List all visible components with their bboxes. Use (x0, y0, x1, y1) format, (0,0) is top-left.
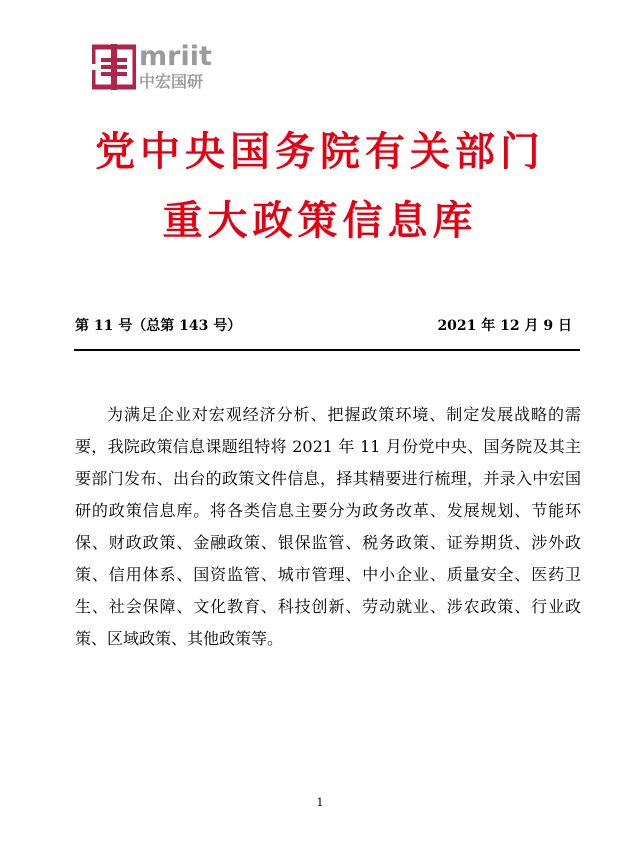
document-title-line-2: 重大政策信息库 (162, 197, 478, 244)
logo-text-cn: 中宏国研 (139, 72, 204, 91)
mriit-logo-mark-icon (92, 44, 136, 90)
header-divider (74, 349, 580, 351)
issue-date: 2021 年 12 月 9 日 (437, 318, 572, 334)
intro-paragraph: 为满足企业对宏观经济分析、把握政策环境、制定发展战略的需要，我院政策信息课题组特将 2021 年 11 月份党中央、国务院及其主要部门发布、出台的政策文件信息，择其精要进行梳理，并录入中宏国研的政策信息库。将各类信息主要分为政务改革、发展规划、节能环保、财政政策、金融政策、银保监管、税务政策、证券期货、涉外政策、信用体系、国资监管、城市管理、中小企业、质量安全、医药卫生、社会保障、文化教育、科技创新、劳动就业、涉农政策、行业政策、区域政策、其他政策等。 (75, 405, 581, 648)
document-title-line-1: 党中央国务院有关部门 (95, 128, 545, 175)
issue-number: 第 11 号（总第 143 号） (75, 318, 242, 334)
logo-text-en: mriit (139, 41, 212, 72)
page-number: 1 (316, 796, 324, 809)
mriit-logo (92, 41, 222, 96)
